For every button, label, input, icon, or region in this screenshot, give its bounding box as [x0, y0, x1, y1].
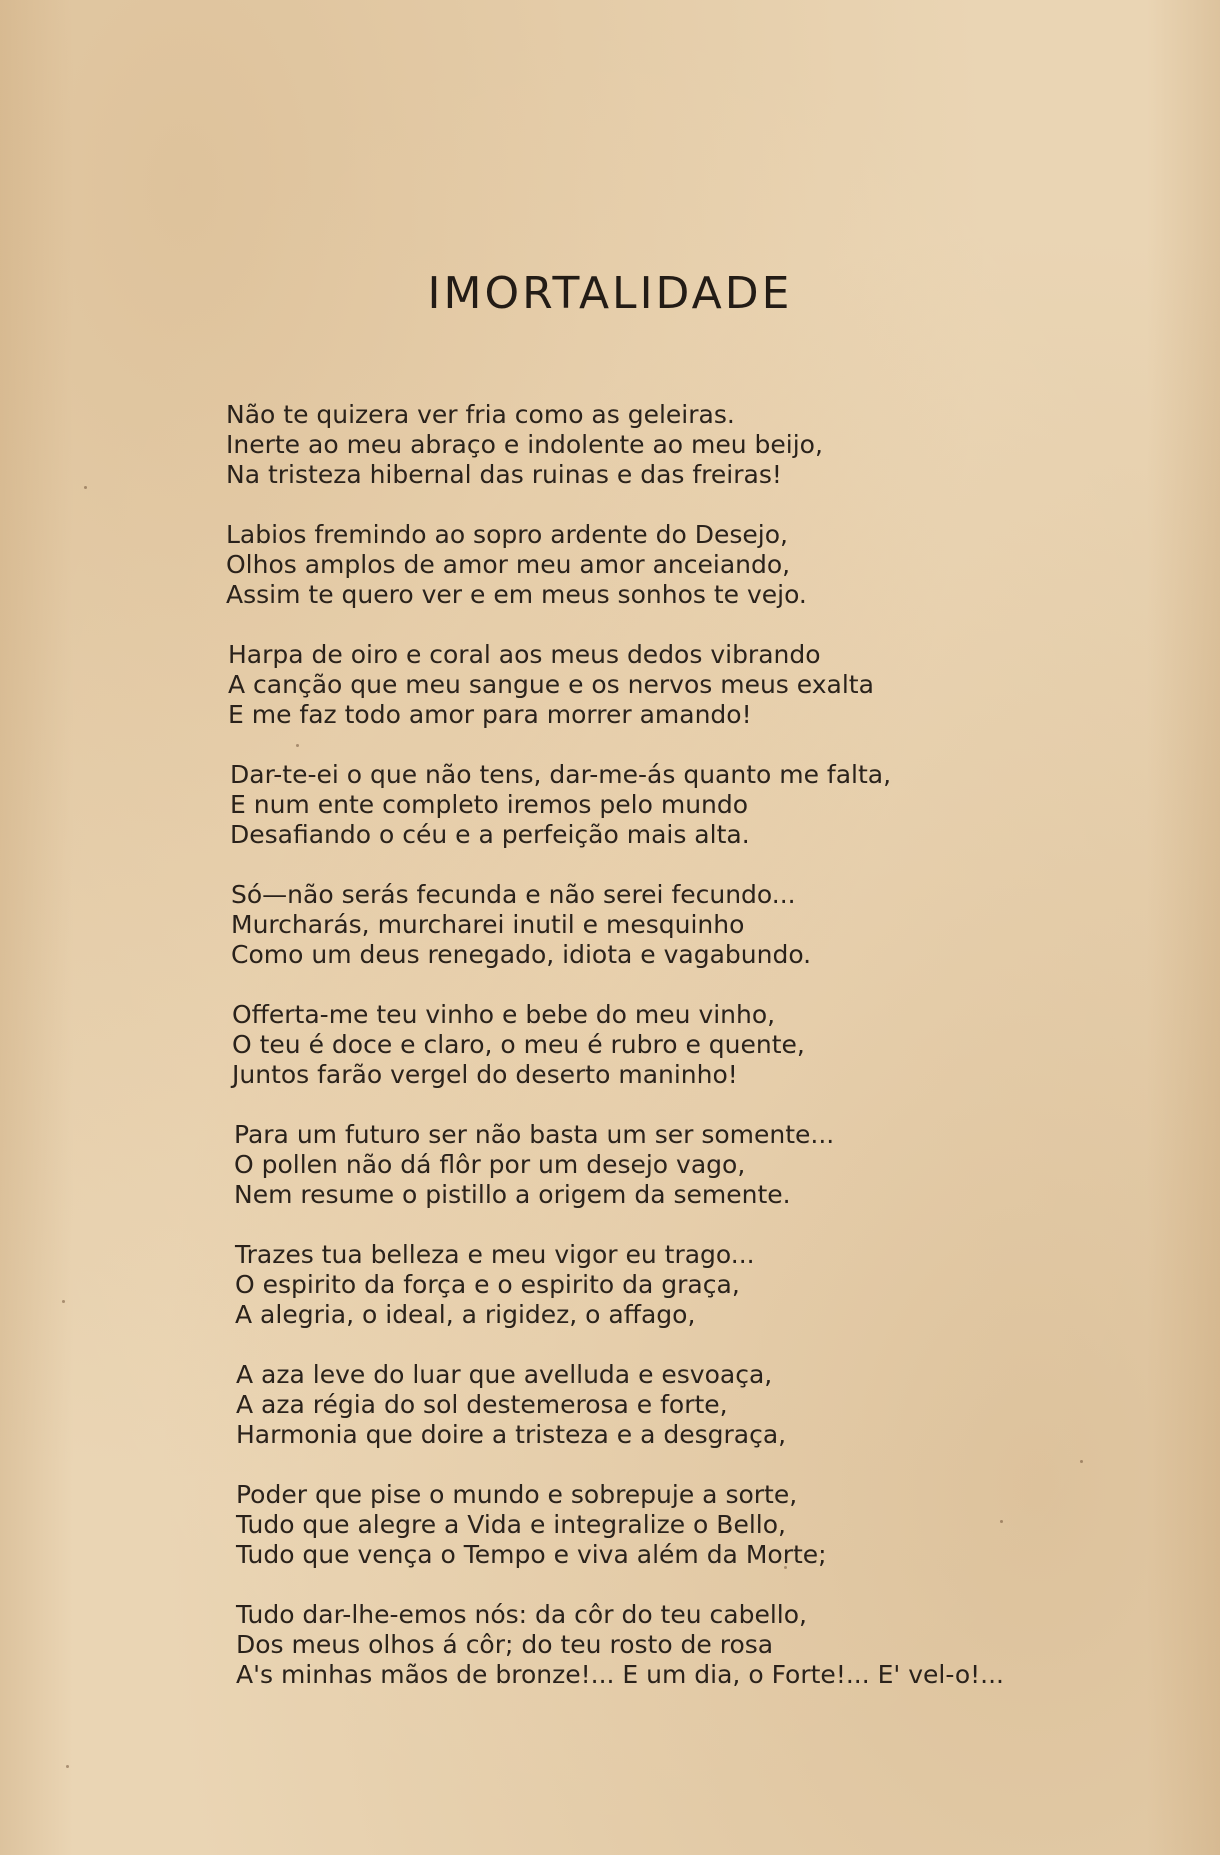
- poem-line: Inerte ao meu abraço e indolente ao meu beijo,: [226, 430, 823, 459]
- stanza: [230, 760, 1186, 850]
- poem-title: IMORTALIDADE: [427, 268, 793, 319]
- poem-line: Offerta-me teu vinho e bebe do meu vinho,: [232, 1000, 776, 1029]
- poem-line: Só—não serás fecunda e não serei fecundo...: [231, 880, 796, 909]
- poem-line: Tudo que alegre a Vida e integralize o Bello,: [236, 1510, 786, 1539]
- stanza: [226, 520, 1186, 610]
- stanza: [232, 1000, 1186, 1090]
- paper-speck: [296, 744, 299, 747]
- poem-line: Tudo que vença o Tempo e viva além da Morte;: [236, 1540, 827, 1569]
- poem-line: Dos meus olhos á côr; do teu rosto de rosa: [236, 1630, 774, 1659]
- poem-line: A's minhas mãos de bronze!... E um dia, o Forte!... E' vel-o!...: [236, 1660, 1005, 1689]
- poem-body: [226, 400, 1186, 1720]
- poem-line: A aza régia do sol destemerosa e forte,: [236, 1390, 728, 1419]
- stanza: [234, 1120, 1186, 1210]
- paper-speck: [84, 486, 87, 489]
- poem-line: Na tristeza hibernal das ruinas e das freiras!: [226, 460, 782, 489]
- poem-line: Murcharás, murcharei inutil e mesquinho: [231, 910, 745, 939]
- paper-speck: [1080, 1460, 1083, 1463]
- poem-line: Não te quizera ver fria como as geleiras.: [226, 400, 735, 429]
- poem-line: Harpa de oiro e coral aos meus dedos vibrando: [228, 640, 821, 669]
- paper-speck: [66, 1765, 69, 1768]
- poem-line: O espirito da força e o espirito da graça,: [235, 1270, 740, 1299]
- poem-line: O pollen não dá flôr por um desejo vago,: [234, 1150, 746, 1179]
- poem-line: O teu é doce e claro, o meu é rubro e quente,: [232, 1030, 805, 1059]
- poem-line: Para um futuro ser não basta um ser somente...: [234, 1120, 835, 1149]
- poem-line: Como um deus renegado, idiota e vagabundo.: [231, 940, 812, 969]
- paper-speck: [784, 1566, 787, 1569]
- poem-line: E me faz todo amor para morrer amando!: [228, 700, 752, 729]
- poem-line: Nem resume o pistillo a origem da semente.: [234, 1180, 791, 1209]
- poem-line: Poder que pise o mundo e sobrepuje a sorte,: [236, 1480, 798, 1509]
- poem-line: Olhos amplos de amor meu amor anceiando,: [226, 550, 791, 579]
- paper-speck: [1000, 1520, 1003, 1523]
- paper-speck: [62, 1300, 65, 1303]
- stanza: [228, 640, 1186, 730]
- stanza: [226, 400, 1186, 490]
- stanza: [231, 880, 1186, 970]
- poem-line: Dar-te-ei o que não tens, dar-me-ás quanto me falta,: [230, 760, 892, 789]
- stanza: [236, 1600, 1186, 1690]
- poem-line: Tudo dar-lhe-emos nós: da côr do teu cabello,: [236, 1600, 807, 1629]
- stanza: [235, 1240, 1186, 1330]
- poem-line: A canção que meu sangue e os nervos meus exalta: [228, 670, 874, 699]
- poem-line: E num ente completo iremos pelo mundo: [230, 790, 749, 819]
- poem-line: Labios fremindo ao sopro ardente do Desejo,: [226, 520, 788, 549]
- poem-line: Desafiando o céu e a perfeição mais alta.: [230, 820, 750, 849]
- poem-line: A aza leve do luar que avelluda e esvoaça,: [236, 1360, 773, 1389]
- poem-line: A alegria, o ideal, a rigidez, o affago,: [235, 1300, 696, 1329]
- stanza: [236, 1360, 1186, 1450]
- stanza: [236, 1480, 1186, 1570]
- poem-line: Assim te quero ver e em meus sonhos te vejo.: [226, 580, 807, 609]
- poem-line: Juntos farão vergel do deserto maninho!: [232, 1060, 738, 1089]
- poem-line: Trazes tua belleza e meu vigor eu trago...: [235, 1240, 755, 1269]
- poem-line: Harmonia que doire a tristeza e a desgraça,: [236, 1420, 787, 1449]
